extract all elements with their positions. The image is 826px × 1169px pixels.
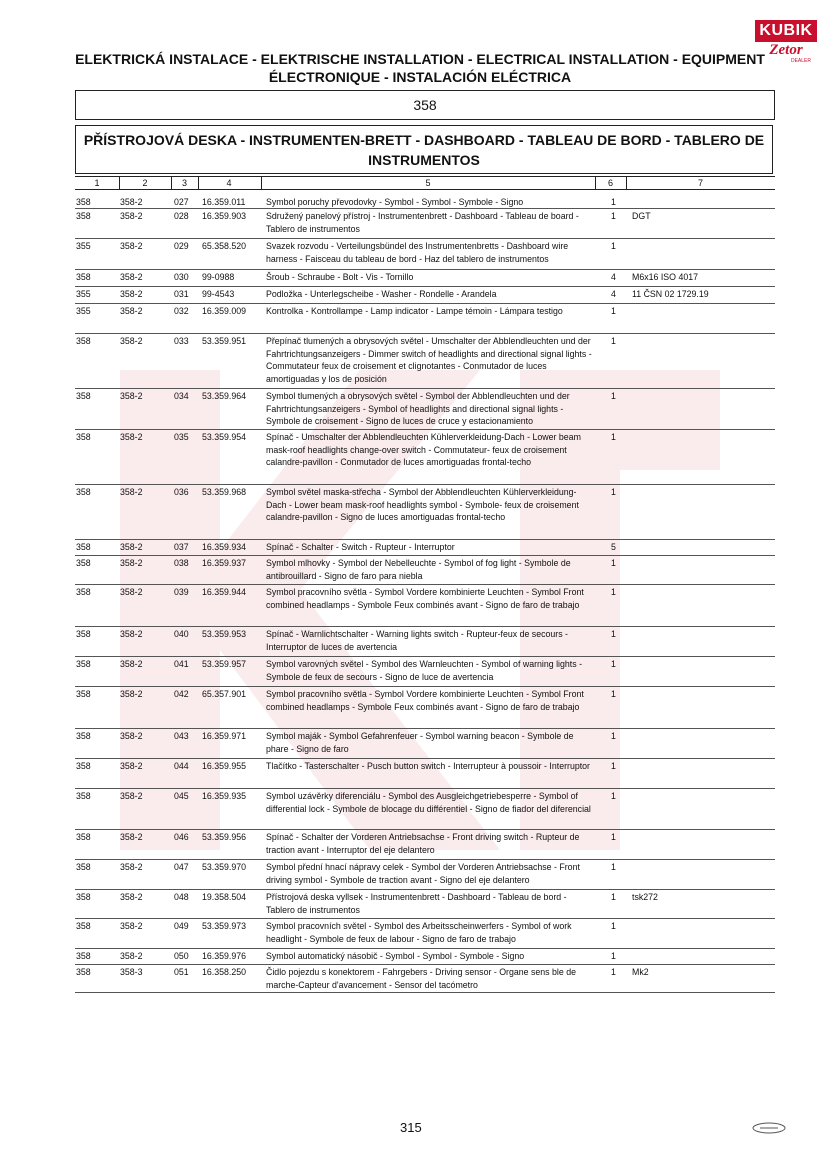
row-divider xyxy=(75,208,775,209)
item-group: 358 xyxy=(76,558,91,568)
quantity: 4 xyxy=(611,272,616,282)
column-header: 3 xyxy=(181,178,187,188)
column-header-row xyxy=(75,176,775,190)
row-divider xyxy=(75,788,775,789)
part-number: 16.359.955 xyxy=(202,761,247,771)
item-group: 358 xyxy=(76,731,91,741)
item-subgroup: 358-2 xyxy=(120,432,143,442)
row-divider xyxy=(75,964,775,965)
dealer-logo-text: DEALER xyxy=(790,58,811,64)
quantity: 1 xyxy=(611,689,616,699)
part-number: 16.359.971 xyxy=(202,731,247,741)
item-subgroup: 358-2 xyxy=(120,921,143,931)
part-number: 53.359.954 xyxy=(202,432,247,442)
row-divider xyxy=(75,286,775,287)
part-number: 16.359.935 xyxy=(202,791,247,801)
section-title-line1: PŘÍSTROJOVÁ DESKA - INSTRUMENTEN-BRETT - DASHBOARD - TABLEAU DE BORD - TABLERO DE xyxy=(83,132,765,148)
row-divider xyxy=(75,992,775,993)
row-divider xyxy=(75,758,775,759)
zetor-logo-text: Zetor xyxy=(769,42,803,58)
item-subgroup: 358-2 xyxy=(120,951,143,961)
part-description: Symbol pracovního světla - Symbol Vordere kombinierte Leuchten - Symbol Front combined headlamps - Symbole Feux combinés avant - Signo de faro de trabajo xyxy=(266,587,584,610)
item-subgroup: 358-2 xyxy=(120,272,143,282)
item-group: 358 xyxy=(76,211,91,221)
column-header: 4 xyxy=(226,178,232,188)
quantity: 1 xyxy=(611,306,616,316)
part-number: 19.358.504 xyxy=(202,892,247,902)
item-position: 034 xyxy=(174,391,189,401)
part-description: Čidlo pojezdu s konektorem - Fahrgebers - Driving sensor - Organe sens ble de marche-Capteur d'avancement - Sensor del tacómetro xyxy=(266,967,576,990)
part-description: Symbol maják - Symbol Gefahrenfeuer - Symbol warning beacon - Symbole de phare - Signo de faro xyxy=(266,731,574,754)
item-group: 358 xyxy=(76,892,91,902)
item-position: 045 xyxy=(174,791,189,801)
quantity: 1 xyxy=(611,791,616,801)
section-title-line2: INSTRUMENTOS xyxy=(368,152,480,168)
column-header: 6 xyxy=(607,178,613,188)
part-number: 16.359.944 xyxy=(202,587,247,597)
item-group: 358 xyxy=(76,587,91,597)
part-number: 53.359.970 xyxy=(202,862,247,872)
quantity: 1 xyxy=(611,629,616,639)
part-number: 53.359.956 xyxy=(202,832,247,842)
item-group: 358 xyxy=(76,791,91,801)
part-description: Kontrolka - Kontrollampe - Lamp indicator - Lampe témoin - Lámpara testigo xyxy=(266,306,563,316)
item-position: 038 xyxy=(174,558,189,568)
item-position: 050 xyxy=(174,951,189,961)
item-position: 051 xyxy=(174,967,189,977)
item-subgroup: 358-2 xyxy=(120,791,143,801)
row-divider xyxy=(75,584,775,585)
part-description: Symbol uzávěrky diferenciálu - Symbol des Ausgleichgetriebesperre - Symbol of differential lock - Symbole de blocage du différentiel - Signo de fiador del diferencial xyxy=(266,791,591,814)
item-subgroup: 358-2 xyxy=(120,558,143,568)
item-group: 358 xyxy=(76,197,91,207)
row-divider xyxy=(75,918,775,919)
item-group: 358 xyxy=(76,336,91,346)
note: tsk272 xyxy=(632,892,658,902)
section-title-box xyxy=(75,125,773,174)
item-subgroup: 358-2 xyxy=(120,306,143,316)
item-subgroup: 358-2 xyxy=(120,761,143,771)
item-position: 036 xyxy=(174,487,189,497)
quantity: 1 xyxy=(611,951,616,961)
quantity: 1 xyxy=(611,659,616,669)
item-subgroup: 358-3 xyxy=(120,967,143,977)
part-number: 16.359.934 xyxy=(202,542,247,552)
part-description: Spínač - Schalter der Vorderen Antriebsachse - Front driving switch - Rupteur de traction avant - Interruptor del eje delantero xyxy=(266,832,580,855)
document-title-line1: ELEKTRICKÁ INSTALACE - ELEKTRISCHE INSTALLATION - ELECTRICAL INSTALLATION - EQUIPMENT xyxy=(75,51,765,67)
note: M6x16 ISO 4017 xyxy=(632,272,699,282)
quantity: 1 xyxy=(611,432,616,442)
part-number: 65.357.901 xyxy=(202,689,247,699)
item-position: 043 xyxy=(174,731,189,741)
part-number: 53.359.964 xyxy=(202,391,247,401)
item-position: 049 xyxy=(174,921,189,931)
quantity: 4 xyxy=(611,289,616,299)
item-subgroup: 358-2 xyxy=(120,197,143,207)
group-number-box xyxy=(75,90,775,120)
part-description: Přístrojová deska vyllsek - Instrumentenbrett - Dashboard - Tableau de bord - Tablero de instrumentos xyxy=(266,892,567,915)
quantity: 1 xyxy=(611,558,616,568)
quantity: 1 xyxy=(611,391,616,401)
column-header: 2 xyxy=(142,178,148,188)
row-divider xyxy=(75,859,775,860)
part-description: Sdružený panelový přístroj - Instrumentenbrett - Dashboard - Tableau de board - Tablero de instrumentos xyxy=(266,211,579,234)
part-description: Podložka - Unterlegscheibe - Washer - Rondelle - Arandela xyxy=(266,289,497,299)
row-divider xyxy=(75,388,775,389)
row-divider xyxy=(75,539,775,540)
part-number: 53.359.951 xyxy=(202,336,247,346)
item-subgroup: 358-2 xyxy=(120,862,143,872)
item-position: 047 xyxy=(174,862,189,872)
part-number: 16.359.976 xyxy=(202,951,247,961)
item-subgroup: 358-2 xyxy=(120,289,143,299)
item-group: 358 xyxy=(76,542,91,552)
item-subgroup: 358-2 xyxy=(120,587,143,597)
document-title-line2: ÉLECTRONIQUE - INSTALACIÓN ELÉCTRICA xyxy=(268,69,572,85)
item-subgroup: 358-2 xyxy=(120,211,143,221)
item-subgroup: 358-2 xyxy=(120,241,143,251)
quantity: 1 xyxy=(611,241,616,251)
row-divider xyxy=(75,889,775,890)
item-subgroup: 358-2 xyxy=(120,391,143,401)
part-description: Symbol přední hnací nápravy celek - Symbol der Vorderen Antriebsachse - Front driving symbol - Symbole de traction avant - Signo del eje delantero xyxy=(266,862,580,885)
part-description: Symbol pracovního světla - Symbol Vordere kombinierte Leuchten - Symbol Front combined headlamps - Symbole Feux combinés avant - Signo de faro de trabajo xyxy=(266,689,584,712)
item-group: 358 xyxy=(76,761,91,771)
row-divider xyxy=(75,238,775,239)
part-number: 99-0988 xyxy=(202,272,235,282)
item-position: 042 xyxy=(174,689,189,699)
item-position: 041 xyxy=(174,659,189,669)
item-group: 358 xyxy=(76,432,91,442)
item-subgroup: 358-2 xyxy=(120,629,143,639)
part-number: 16.359.011 xyxy=(202,197,246,207)
item-subgroup: 358-2 xyxy=(120,542,143,552)
part-number: 16.358.250 xyxy=(202,967,247,977)
item-subgroup: 358-2 xyxy=(120,336,143,346)
document-title xyxy=(70,50,770,86)
item-group: 358 xyxy=(76,272,91,282)
item-position: 027 xyxy=(174,197,189,207)
row-divider xyxy=(75,626,775,627)
quantity: 5 xyxy=(611,542,616,552)
item-position: 032 xyxy=(174,306,189,316)
item-position: 048 xyxy=(174,892,189,902)
item-group: 355 xyxy=(76,306,91,316)
item-group: 358 xyxy=(76,659,91,669)
quantity: 1 xyxy=(611,211,616,221)
column-header: 7 xyxy=(697,178,703,188)
item-position: 039 xyxy=(174,587,189,597)
part-description: Svazek rozvodu - Verteilungsbündel des Instrumentenbretts - Dashboard wire harness - Faisceau du tableau de bord - Haz del tablero de instrumentos xyxy=(266,241,569,264)
kubik-logo-text: KUBIK xyxy=(755,20,817,42)
part-description: Symbol poruchy převodovky - Symbol - Symbol - Symbole - Signo xyxy=(266,197,524,207)
item-group: 358 xyxy=(76,967,91,977)
part-number: 53.359.968 xyxy=(202,487,247,497)
row-divider xyxy=(75,555,775,556)
item-position: 037 xyxy=(174,542,189,552)
item-position: 044 xyxy=(174,761,189,771)
quantity: 1 xyxy=(611,761,616,771)
quantity: 1 xyxy=(611,967,616,977)
quantity: 1 xyxy=(611,336,616,346)
quantity: 1 xyxy=(611,832,616,842)
item-position: 028 xyxy=(174,211,189,221)
part-description: Symbol tlumených a obrysových světel - Symbol der Abblendleuchten und der Fahrtrichtungsanzeigers - Symbol of headlights and directional signal lights - Symbole de croisement - Signo de luces de cruce y estacionamiento xyxy=(266,391,570,427)
item-position: 046 xyxy=(174,832,189,842)
row-divider xyxy=(75,829,775,830)
item-subgroup: 358-2 xyxy=(120,892,143,902)
item-subgroup: 358-2 xyxy=(120,689,143,699)
part-description: Spínač - Umschalter der Abblendleuchten Kühlerverkleidung-Dach - Lower beam mask-roof headlights change-over switch - Commutateur- feux de croisement calandre-pavillon - Conmutador de luces amortiguadas frontal-techo xyxy=(266,432,581,468)
quantity: 1 xyxy=(611,587,616,597)
group-number: 358 xyxy=(413,97,437,113)
part-description: Symbol světel maska-střecha - Symbol der Abblendleuchten Kühlerverkleidung-Dach - Lower beam mask-roof headlights symbol - Symbole- feux de croisement calandre-pavillon - Signo de luces amortiguadas frontal-techo xyxy=(266,487,579,523)
item-position: 040 xyxy=(174,629,189,639)
part-number: 53.359.973 xyxy=(202,921,247,931)
item-position: 031 xyxy=(174,289,189,299)
row-divider xyxy=(75,728,775,729)
part-description: Přepínač tlumených a obrysových světel - Umschalter der Abblendleuchten und der Fahrtrichtungsanzeigers - Dimmer switch of headlights and directional signal lights - Commutateur feux de croisement et clignotantes - Conmutador de luces amortiguadas y los de posición xyxy=(266,336,592,384)
item-subgroup: 358-2 xyxy=(120,832,143,842)
row-divider xyxy=(75,269,775,270)
item-group: 358 xyxy=(76,391,91,401)
quantity: 1 xyxy=(611,892,616,902)
part-description: Spínač - Schalter - Switch - Rupteur - Interruptor xyxy=(266,542,455,552)
column-header: 1 xyxy=(94,178,100,188)
quantity: 1 xyxy=(611,921,616,931)
part-description: Symbol mlhovky - Symbol der Nebelleuchte - Symbol of fog light - Symbole de antibrouillard - Signo de faro para niebla xyxy=(266,558,571,581)
quantity: 1 xyxy=(611,487,616,497)
item-position: 030 xyxy=(174,272,189,282)
row-divider xyxy=(75,333,775,334)
row-divider xyxy=(75,484,775,485)
column-header: 5 xyxy=(425,178,431,188)
row-divider xyxy=(75,303,775,304)
part-description: Symbol automatický násobič - Symbol - Symbol - Symbole - Signo xyxy=(266,951,525,961)
note: DGT xyxy=(632,211,651,221)
row-divider xyxy=(75,686,775,687)
item-group: 358 xyxy=(76,921,91,931)
row-divider xyxy=(75,948,775,949)
note: 11 ČSN 02 1729.19 xyxy=(632,289,709,299)
part-description: Spínač - Warnlichtschalter - Warning lights switch - Rupteur-feux de secours - Interruptor de luces de avertencia xyxy=(266,629,568,652)
row-divider xyxy=(75,429,775,430)
note: Mk2 xyxy=(632,967,649,977)
item-group: 358 xyxy=(76,689,91,699)
row-divider xyxy=(75,656,775,657)
part-description: Šroub - Schraube - Bolt - Vis - Tornillo xyxy=(266,272,414,282)
item-group: 358 xyxy=(76,629,91,639)
item-group: 358 xyxy=(76,832,91,842)
item-group: 358 xyxy=(76,862,91,872)
part-number: 16.359.937 xyxy=(202,558,247,568)
part-number: 53.359.953 xyxy=(202,629,247,639)
item-group: 358 xyxy=(76,487,91,497)
item-subgroup: 358-2 xyxy=(120,731,143,741)
item-group: 358 xyxy=(76,951,91,961)
part-number: 65.358.520 xyxy=(202,241,247,251)
part-description: Symbol pracovních světel - Symbol des Arbeitsscheinwerfers - Symbol of work headlight - Symbole de feux de labour - Signo de faro de trabajo xyxy=(266,921,572,944)
part-description: Symbol varovných světel - Symbol des Warnleuchten - Symbol of warning lights - Symbole de feux de secours - Signo de luce de avertencia xyxy=(266,659,583,682)
zetor-footer-icon xyxy=(752,1122,786,1134)
quantity: 1 xyxy=(611,862,616,872)
item-subgroup: 358-2 xyxy=(120,659,143,669)
item-position: 033 xyxy=(174,336,189,346)
quantity: 1 xyxy=(611,731,616,741)
item-group: 355 xyxy=(76,241,91,251)
part-number: 99-4543 xyxy=(202,289,235,299)
quantity: 1 xyxy=(611,197,616,207)
item-subgroup: 358-2 xyxy=(120,487,143,497)
part-number: 53.359.957 xyxy=(202,659,247,669)
item-position: 029 xyxy=(174,241,189,251)
page-number: 315 xyxy=(400,1120,422,1135)
part-description: Tlačítko - Tasterschalter - Pusch button switch - Interrupteur à poussoir - Interruptor xyxy=(266,761,590,771)
item-position: 035 xyxy=(174,432,189,442)
item-group: 355 xyxy=(76,289,91,299)
part-number: 16.359.903 xyxy=(202,211,247,221)
part-number: 16.359.009 xyxy=(202,306,247,316)
